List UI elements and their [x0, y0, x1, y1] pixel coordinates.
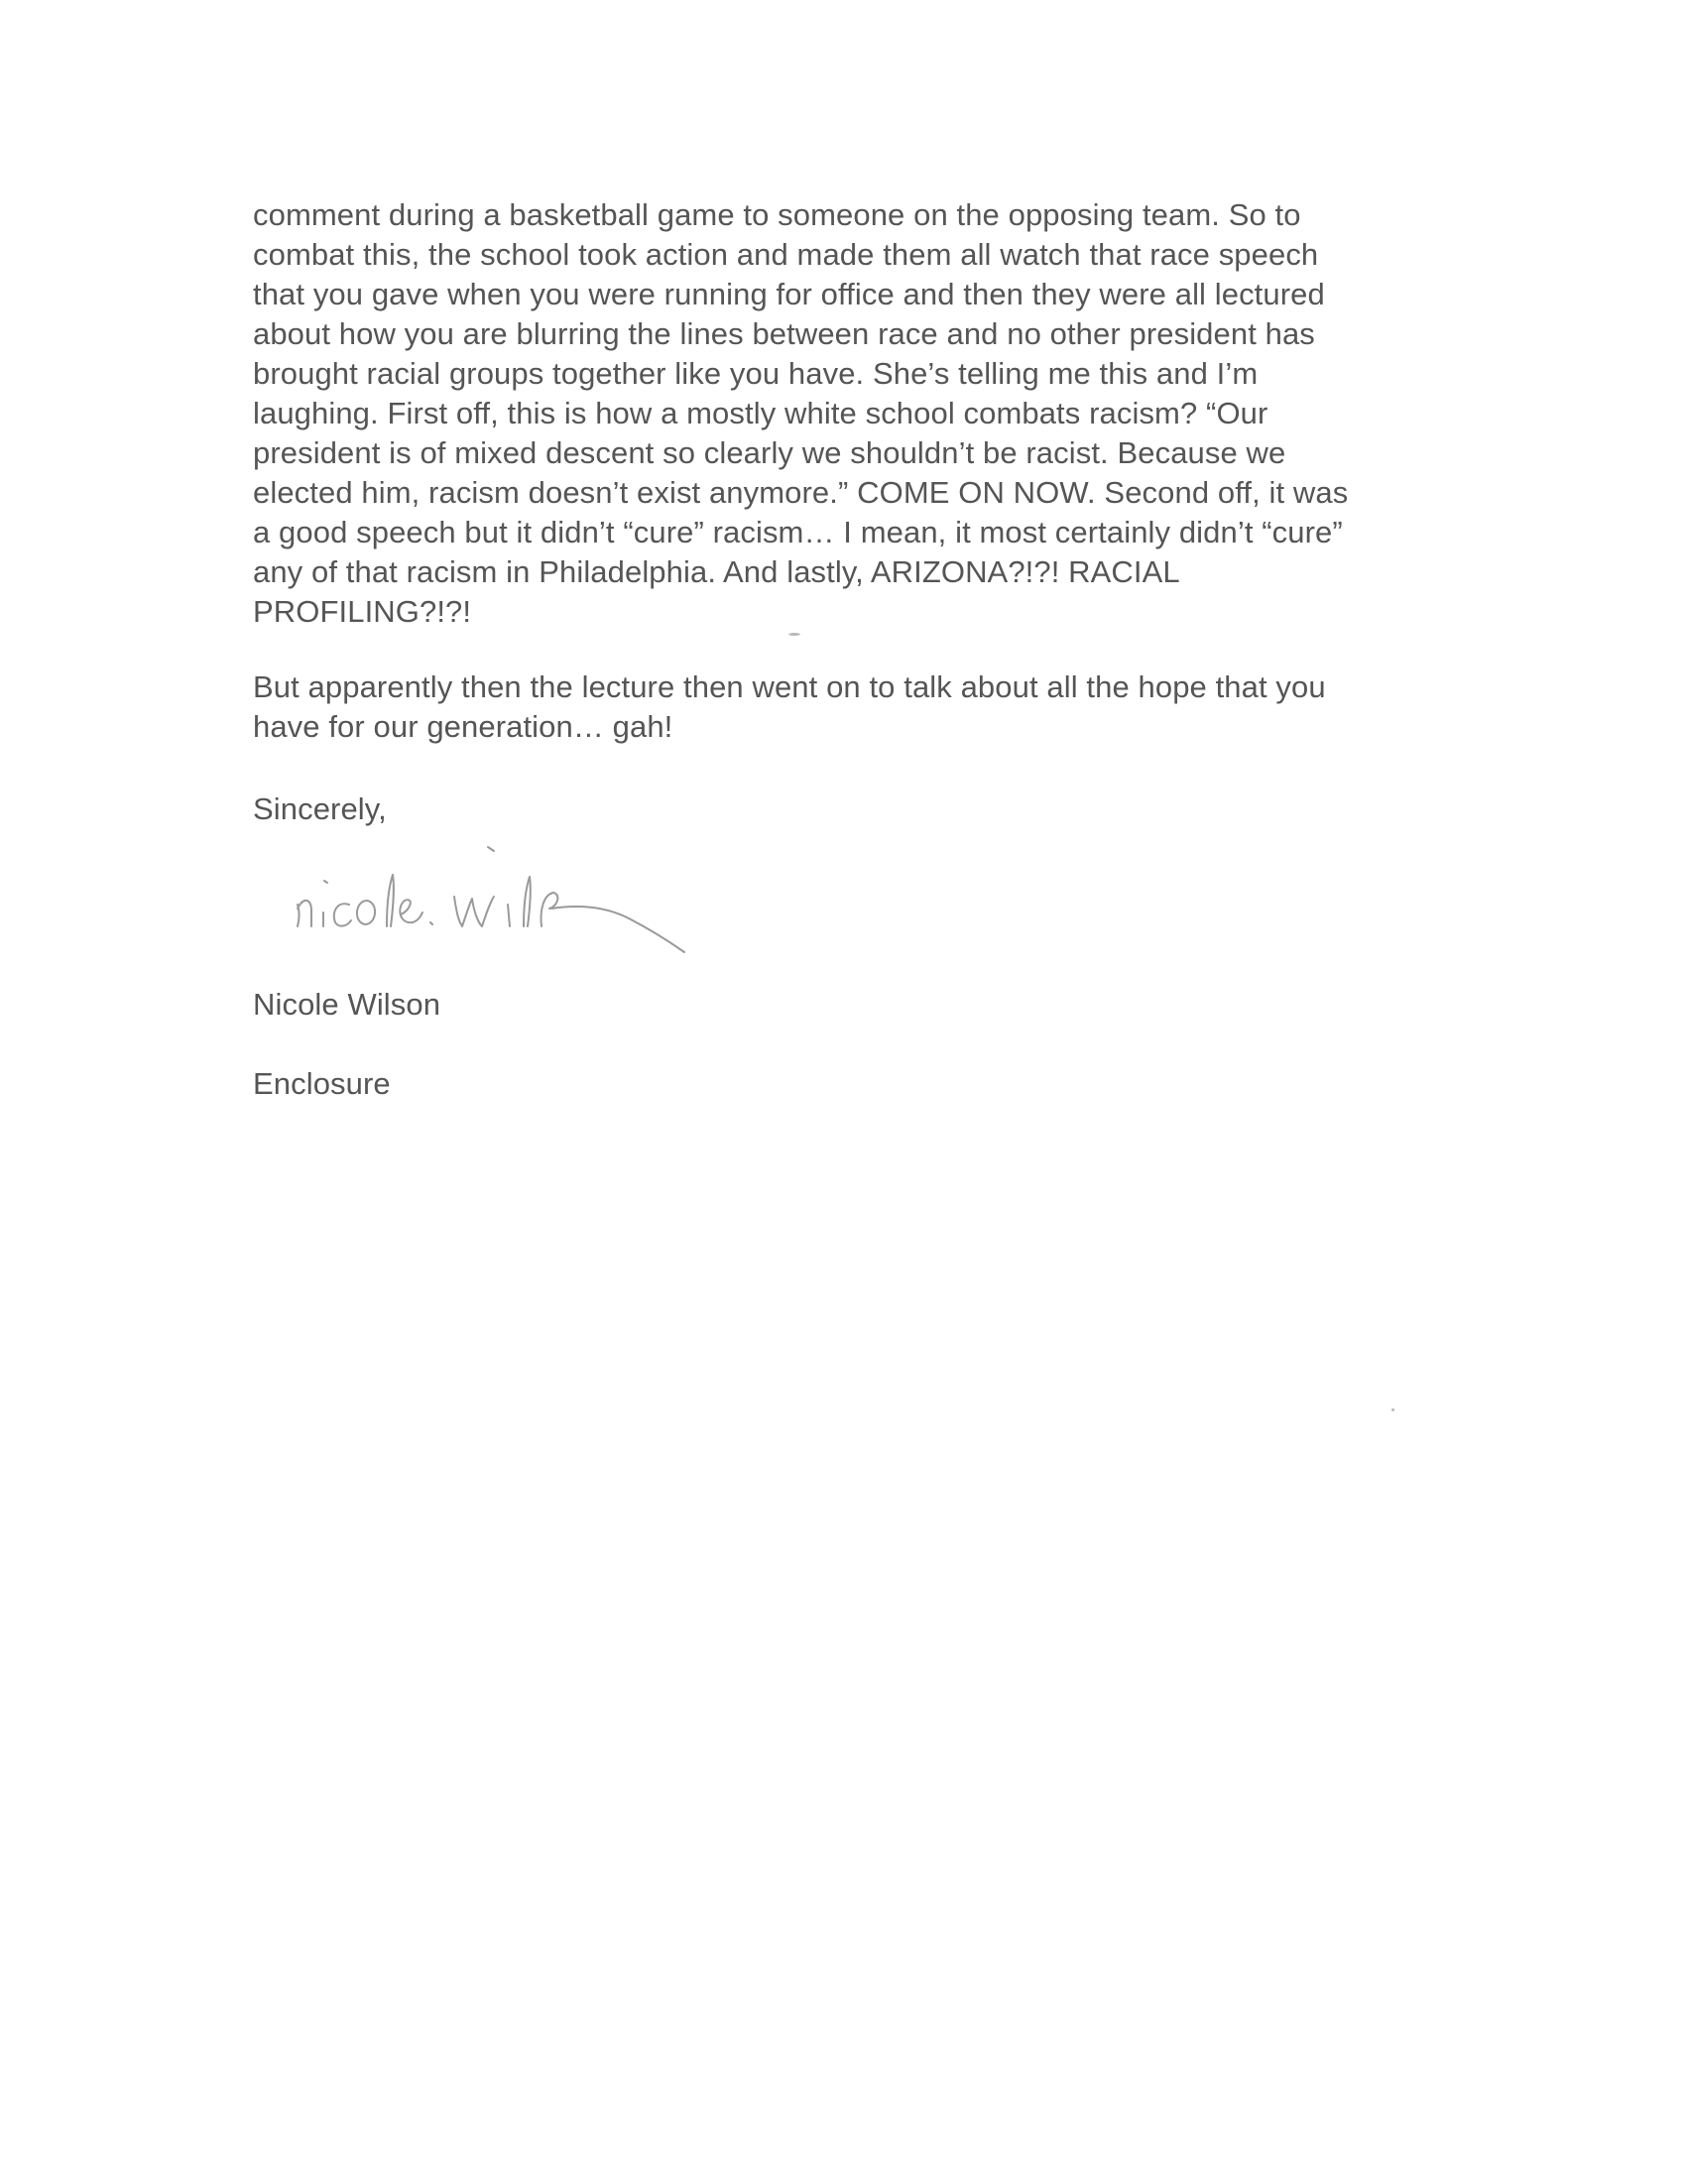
handwritten-signature	[288, 835, 803, 964]
enclosure-notation: Enclosure	[253, 1066, 391, 1101]
paragraph-line: a good speech but it didn’t “cure” racism… I mean, it most certainly didn’t “cure”	[253, 515, 1343, 549]
body-paragraph-2	[253, 667, 1443, 747]
signer-name: Nicole Wilson	[253, 987, 441, 1022]
paragraph-line: comment during a basketball game to someone on the opposing team. So to	[253, 197, 1301, 232]
paragraph-line: combat this, the school took action and made them all watch that race speech	[253, 237, 1319, 272]
paragraph-line: But apparently then the lecture then went on to talk about all the hope that you	[253, 669, 1326, 704]
body-paragraph-1	[253, 195, 1443, 632]
closing-salutation: Sincerely,	[253, 791, 387, 826]
paragraph-line: elected him, racism doesn’t exist anymore.” COME ON NOW. Second off, it was	[253, 475, 1349, 510]
paragraph-line: brought racial groups together like you have. She’s telling me this and I’m	[253, 356, 1259, 391]
scan-speck	[788, 633, 800, 636]
paragraph-line: president is of mixed descent so clearly we shouldn’t be racist. Because we	[253, 435, 1286, 470]
paragraph-line: any of that racism in Philadelphia. And lastly, ARIZONA?!?! RACIAL	[253, 554, 1180, 589]
paragraph-line: that you gave when you were running for office and then they were all lectured	[253, 277, 1325, 311]
paragraph-line: about how you are blurring the lines between race and no other president has	[253, 316, 1315, 351]
paragraph-line: laughing. First off, this is how a mostly white school combats racism? “Our	[253, 396, 1268, 430]
scan-speck	[1391, 1408, 1394, 1411]
paragraph-line: PROFILING?!?!	[253, 594, 472, 629]
paragraph-line: have for our generation… gah!	[253, 709, 673, 744]
